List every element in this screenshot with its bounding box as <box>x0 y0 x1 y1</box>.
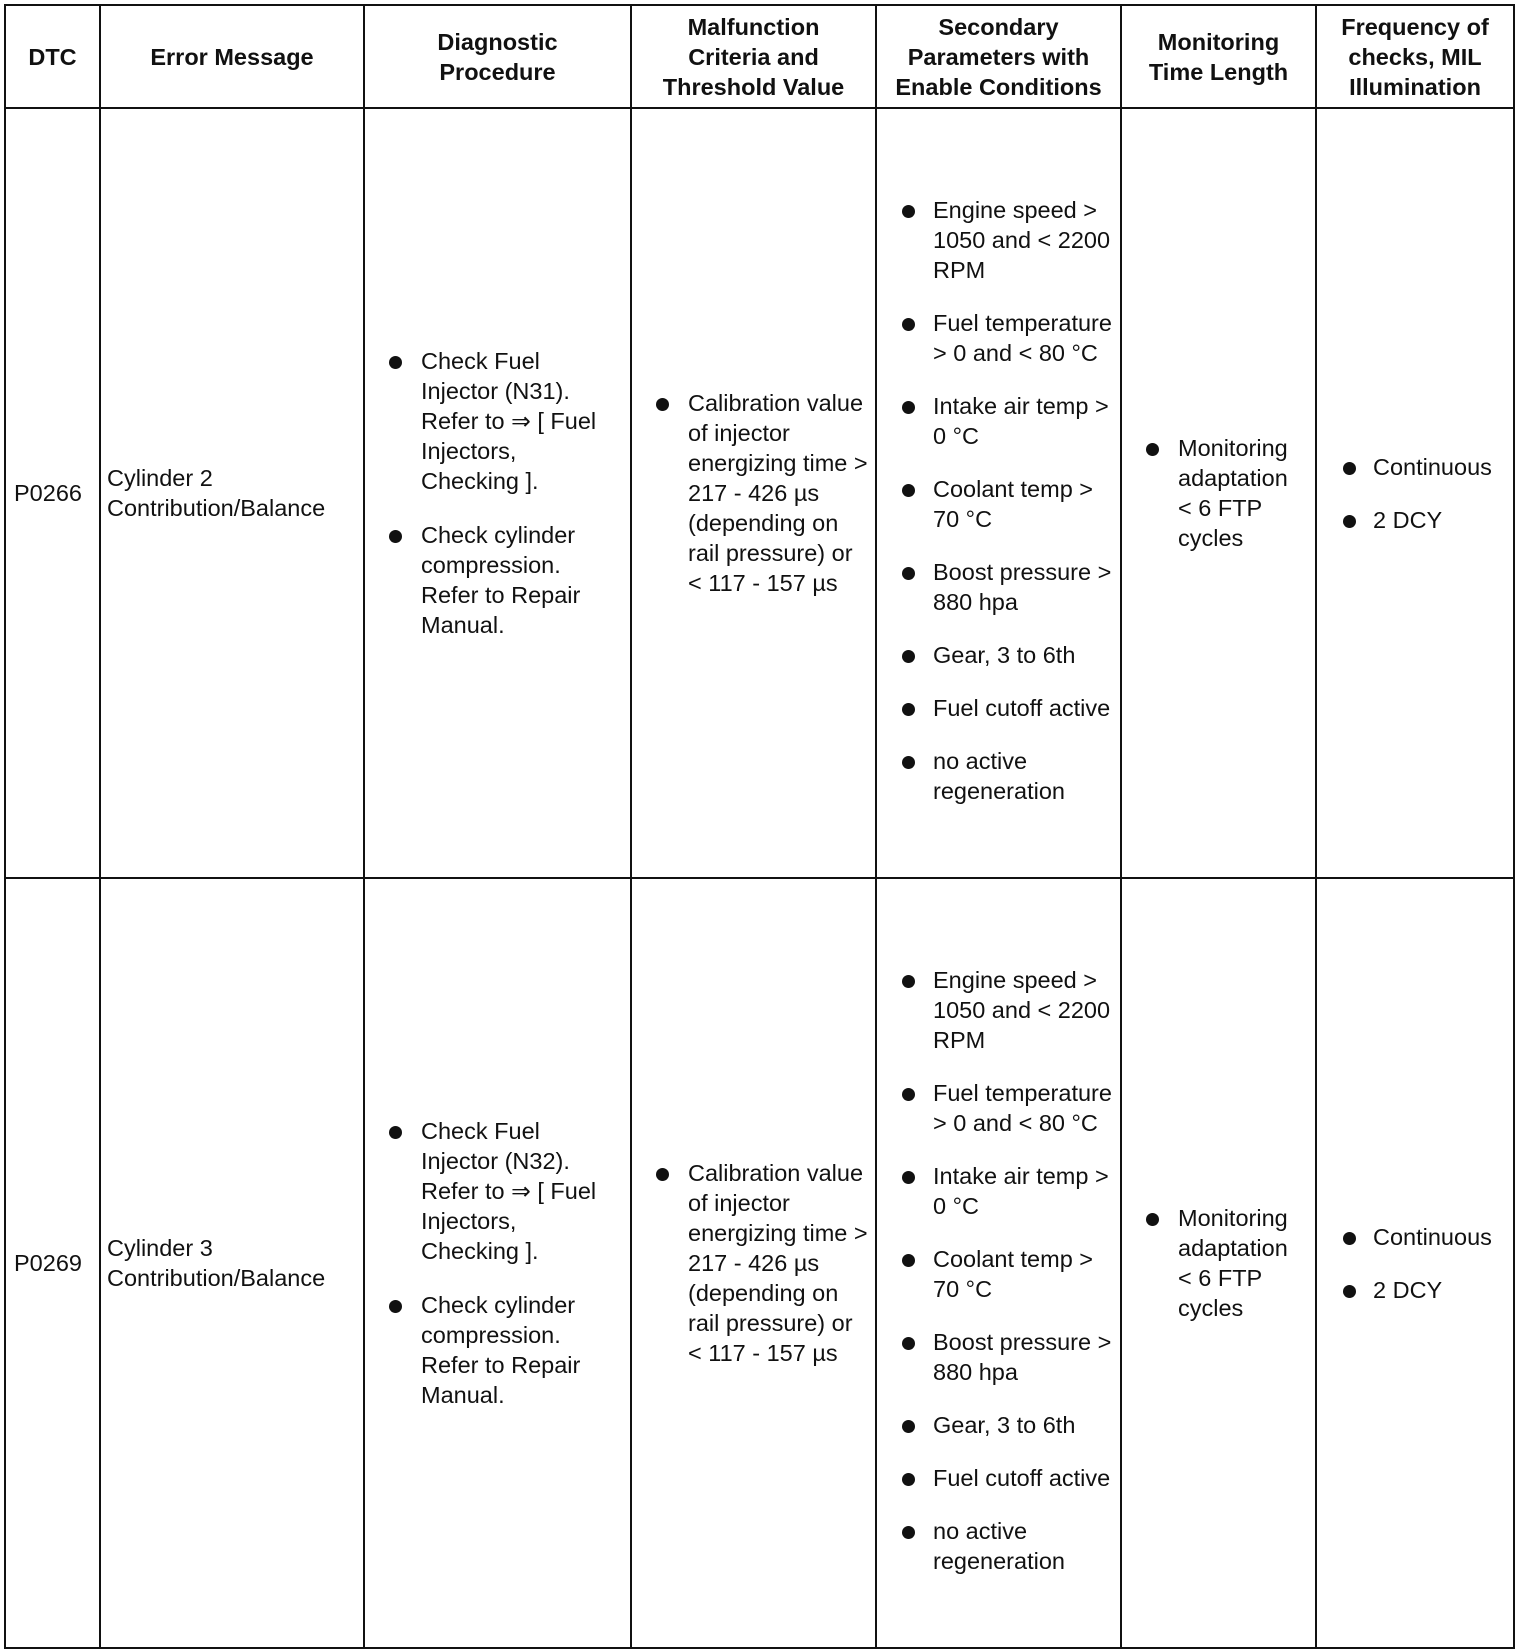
list-item: Calibration value of injector energizing time > 217 - 426 µs (depending on rail pressure) or < 117 - 157 µs <box>632 1158 869 1368</box>
list-item: Engine speed > 1050 and < 2200 RPM <box>877 195 1120 285</box>
header-secondary-parameters-text: Secondary Parameters with Enable Conditions <box>895 13 1102 100</box>
diagnostic-procedure-list <box>365 346 630 640</box>
list-item: Gear, 3 to 6th <box>877 640 1120 670</box>
secondary-parameters-list <box>877 965 1120 1576</box>
list-item: Intake air temp > 0 °C <box>877 391 1120 451</box>
dtc-code: P0266 <box>5 108 100 878</box>
list-item: Boost pressure > 880 hpa <box>877 1327 1120 1387</box>
frequency-list <box>1317 1222 1513 1305</box>
header-row <box>5 5 1514 108</box>
header-malfunction-criteria <box>631 5 876 108</box>
error-message-line2: Contribution/Balance <box>107 495 326 521</box>
header-diagnostic-procedure <box>364 5 631 108</box>
monitoring-time-list <box>1122 433 1315 553</box>
list-item: Calibration value of injector energizing time > 217 - 426 µs (depending on rail pressure) or < 117 - 157 µs <box>632 388 869 598</box>
dtc-table <box>4 4 1515 1649</box>
header-error-message: Error Message <box>100 5 364 108</box>
dtc-code: P0269 <box>5 878 100 1648</box>
error-message-line1: Cylinder 2 <box>107 465 213 491</box>
list-item: Fuel cutoff active <box>877 1463 1120 1493</box>
list-item: Check Fuel Injector (N31). Refer to ⇒ [ Fuel Injectors, Checking ]. <box>365 346 616 496</box>
frequency-list <box>1317 452 1513 535</box>
error-message-line2: Contribution/Balance <box>107 1265 326 1291</box>
list-item: 2 DCY <box>1317 1275 1513 1305</box>
list-item: Continuous <box>1317 452 1513 482</box>
list-item: Fuel temperature > 0 and < 80 °C <box>877 1078 1120 1138</box>
list-item: Fuel temperature > 0 and < 80 °C <box>877 308 1120 368</box>
list-item: Continuous <box>1317 1222 1513 1252</box>
diagnostic-procedure <box>364 878 631 1648</box>
frequency <box>1316 108 1514 878</box>
header-monitoring-time <box>1121 5 1316 108</box>
list-item: Monitoring adaptation < 6 FTP cycles <box>1122 433 1295 553</box>
list-item: Monitoring adaptation < 6 FTP cycles <box>1122 1203 1295 1323</box>
header-diagnostic-procedure-text: Diagnostic Procedure <box>437 28 558 85</box>
list-item: Check cylinder compression. Refer to Repair Manual. <box>365 1290 616 1410</box>
monitoring-time <box>1121 878 1316 1648</box>
secondary-parameters-list <box>877 195 1120 806</box>
list-item: Check Fuel Injector (N32). Refer to ⇒ [ Fuel Injectors, Checking ]. <box>365 1116 616 1266</box>
malfunction-criteria <box>631 878 876 1648</box>
header-monitoring-time-text: Monitoring Time Length <box>1148 28 1289 85</box>
list-item: Engine speed > 1050 and < 2200 RPM <box>877 965 1120 1055</box>
secondary-parameters <box>876 878 1121 1648</box>
list-item: Gear, 3 to 6th <box>877 1410 1120 1440</box>
list-item: Coolant temp > 70 °C <box>877 1244 1120 1304</box>
frequency <box>1316 878 1514 1648</box>
malfunction-criteria-list <box>632 1158 875 1368</box>
diagnostic-procedure-list <box>365 1116 630 1410</box>
header-frequency-text: Frequency of checks, MIL Illumination <box>1341 13 1489 100</box>
list-item: no active regeneration <box>877 1516 1120 1576</box>
monitoring-time <box>1121 108 1316 878</box>
list-item: Check cylinder compression. Refer to Repair Manual. <box>365 520 616 640</box>
header-frequency <box>1316 5 1514 108</box>
malfunction-criteria <box>631 108 876 878</box>
header-malfunction-criteria-text: Malfunction Criteria and Threshold Value <box>662 13 845 100</box>
secondary-parameters <box>876 108 1121 878</box>
table-row <box>5 108 1514 878</box>
diagnostic-procedure <box>364 108 631 878</box>
header-secondary-parameters <box>876 5 1121 108</box>
list-item: Intake air temp > 0 °C <box>877 1161 1120 1221</box>
error-message <box>100 108 364 878</box>
header-dtc: DTC <box>5 5 100 108</box>
monitoring-time-list <box>1122 1203 1315 1323</box>
list-item: 2 DCY <box>1317 505 1513 535</box>
table-row <box>5 878 1514 1648</box>
error-message-line1: Cylinder 3 <box>107 1235 213 1261</box>
list-item: Boost pressure > 880 hpa <box>877 557 1120 617</box>
error-message <box>100 878 364 1648</box>
list-item: Fuel cutoff active <box>877 693 1120 723</box>
malfunction-criteria-list <box>632 388 875 598</box>
list-item: Coolant temp > 70 °C <box>877 474 1120 534</box>
list-item: no active regeneration <box>877 746 1120 806</box>
